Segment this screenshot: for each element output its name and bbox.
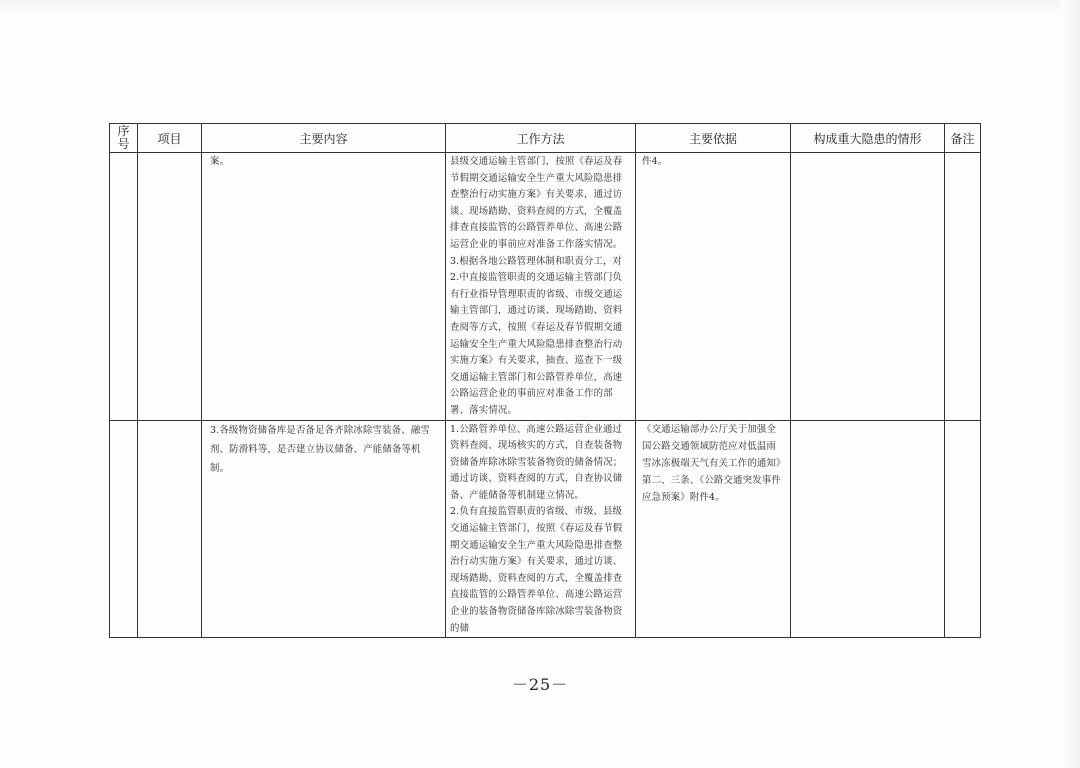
cell-note	[945, 153, 981, 421]
method-text: 县级交通运输主管部门，按照《春运及春节假期交通运输安全生产重大风险隐患排查整治行动实施方案》有关要求，通过访谈、现场踏勘、资料查阅的方式，全覆盖排查直接监管的公路管养单位、高速公路运营企业的事前应对准备工作落实情况。 3.根据各地公路管理体制和职责分工，对2.中直接监管职责的交通运输主管部门负有行业指导管理职责的省级、市级交通运输主管部门，通过访谈、现场踏勘、资料查阅等方式，按照《春运及春节假期交通运输安全生产重大风险隐患排查整治行动实施方案》有关要求，抽查、巡查下一级交通运输主管部门和公路管养单位，高速公路运营企业的事前应对准备工作的部署、落实情况。	[450, 156, 623, 416]
header-seq: 序 号	[110, 124, 138, 153]
scan-edge	[0, 0, 1080, 14]
header-danger: 构成重大隐患的情形	[791, 124, 945, 153]
basis-text: 《交通运输部办公厅关于加强全国公路交通领域防范应对低温雨雪冰冻极端天气有关工作的通知》第二、三条、《公路交通突发事件应急预案》附件4。	[642, 423, 781, 503]
cell-item	[138, 420, 202, 638]
basis-text: 件4。	[642, 156, 668, 167]
cell-danger	[791, 420, 945, 638]
cell-basis	[636, 153, 791, 421]
table-header-row	[110, 124, 981, 153]
cell-content	[202, 153, 446, 421]
header-item: 项目	[138, 124, 202, 153]
cell-basis	[636, 420, 791, 638]
cell-note	[945, 420, 981, 638]
header-content: 主要内容	[202, 124, 446, 153]
scan-edge	[1060, 0, 1080, 768]
cell-content	[202, 420, 446, 638]
cell-seq	[110, 153, 138, 421]
header-note: 备注	[945, 124, 981, 153]
content-text: 3.各级物资储备库是否备足各齐除冰除雪装备、融雪剂、防滑料等，是否建立协议储备、产能储备等机制。	[210, 424, 430, 474]
cell-seq	[110, 420, 138, 638]
content-text: 案。	[210, 156, 230, 167]
table-row	[110, 420, 981, 638]
cell-method	[446, 420, 636, 638]
inspection-table	[109, 123, 981, 638]
header-method: 工作方法	[446, 124, 636, 153]
table-row	[110, 153, 981, 421]
cell-danger	[791, 153, 945, 421]
cell-method	[446, 153, 636, 421]
page-number: －25－	[511, 675, 569, 694]
header-basis: 主要依据	[636, 124, 791, 153]
method-text: 1.公路管养单位、高速公路运营企业通过资料查阅、现场核实的方式，自查装备物资储备库除冰除雪装备物资的储备情况；通过访谈、资料查阅的方式，自查协议储备、产能储备等机制建立情况。 2.负有直接监管职责的省级、市级、县级交通运输主管部门，按照《春运及春节假期交通运输安全生产重大风险隐患排查整治行动实施方案》有关要求，通过访谈、现场踏勘、资料查阅的方式，全覆盖排查直接监管的公路管养单位、高速公路运营企业的装备物资储备库除冰除雪装备物资的储	[450, 423, 623, 634]
cell-item	[138, 153, 202, 421]
